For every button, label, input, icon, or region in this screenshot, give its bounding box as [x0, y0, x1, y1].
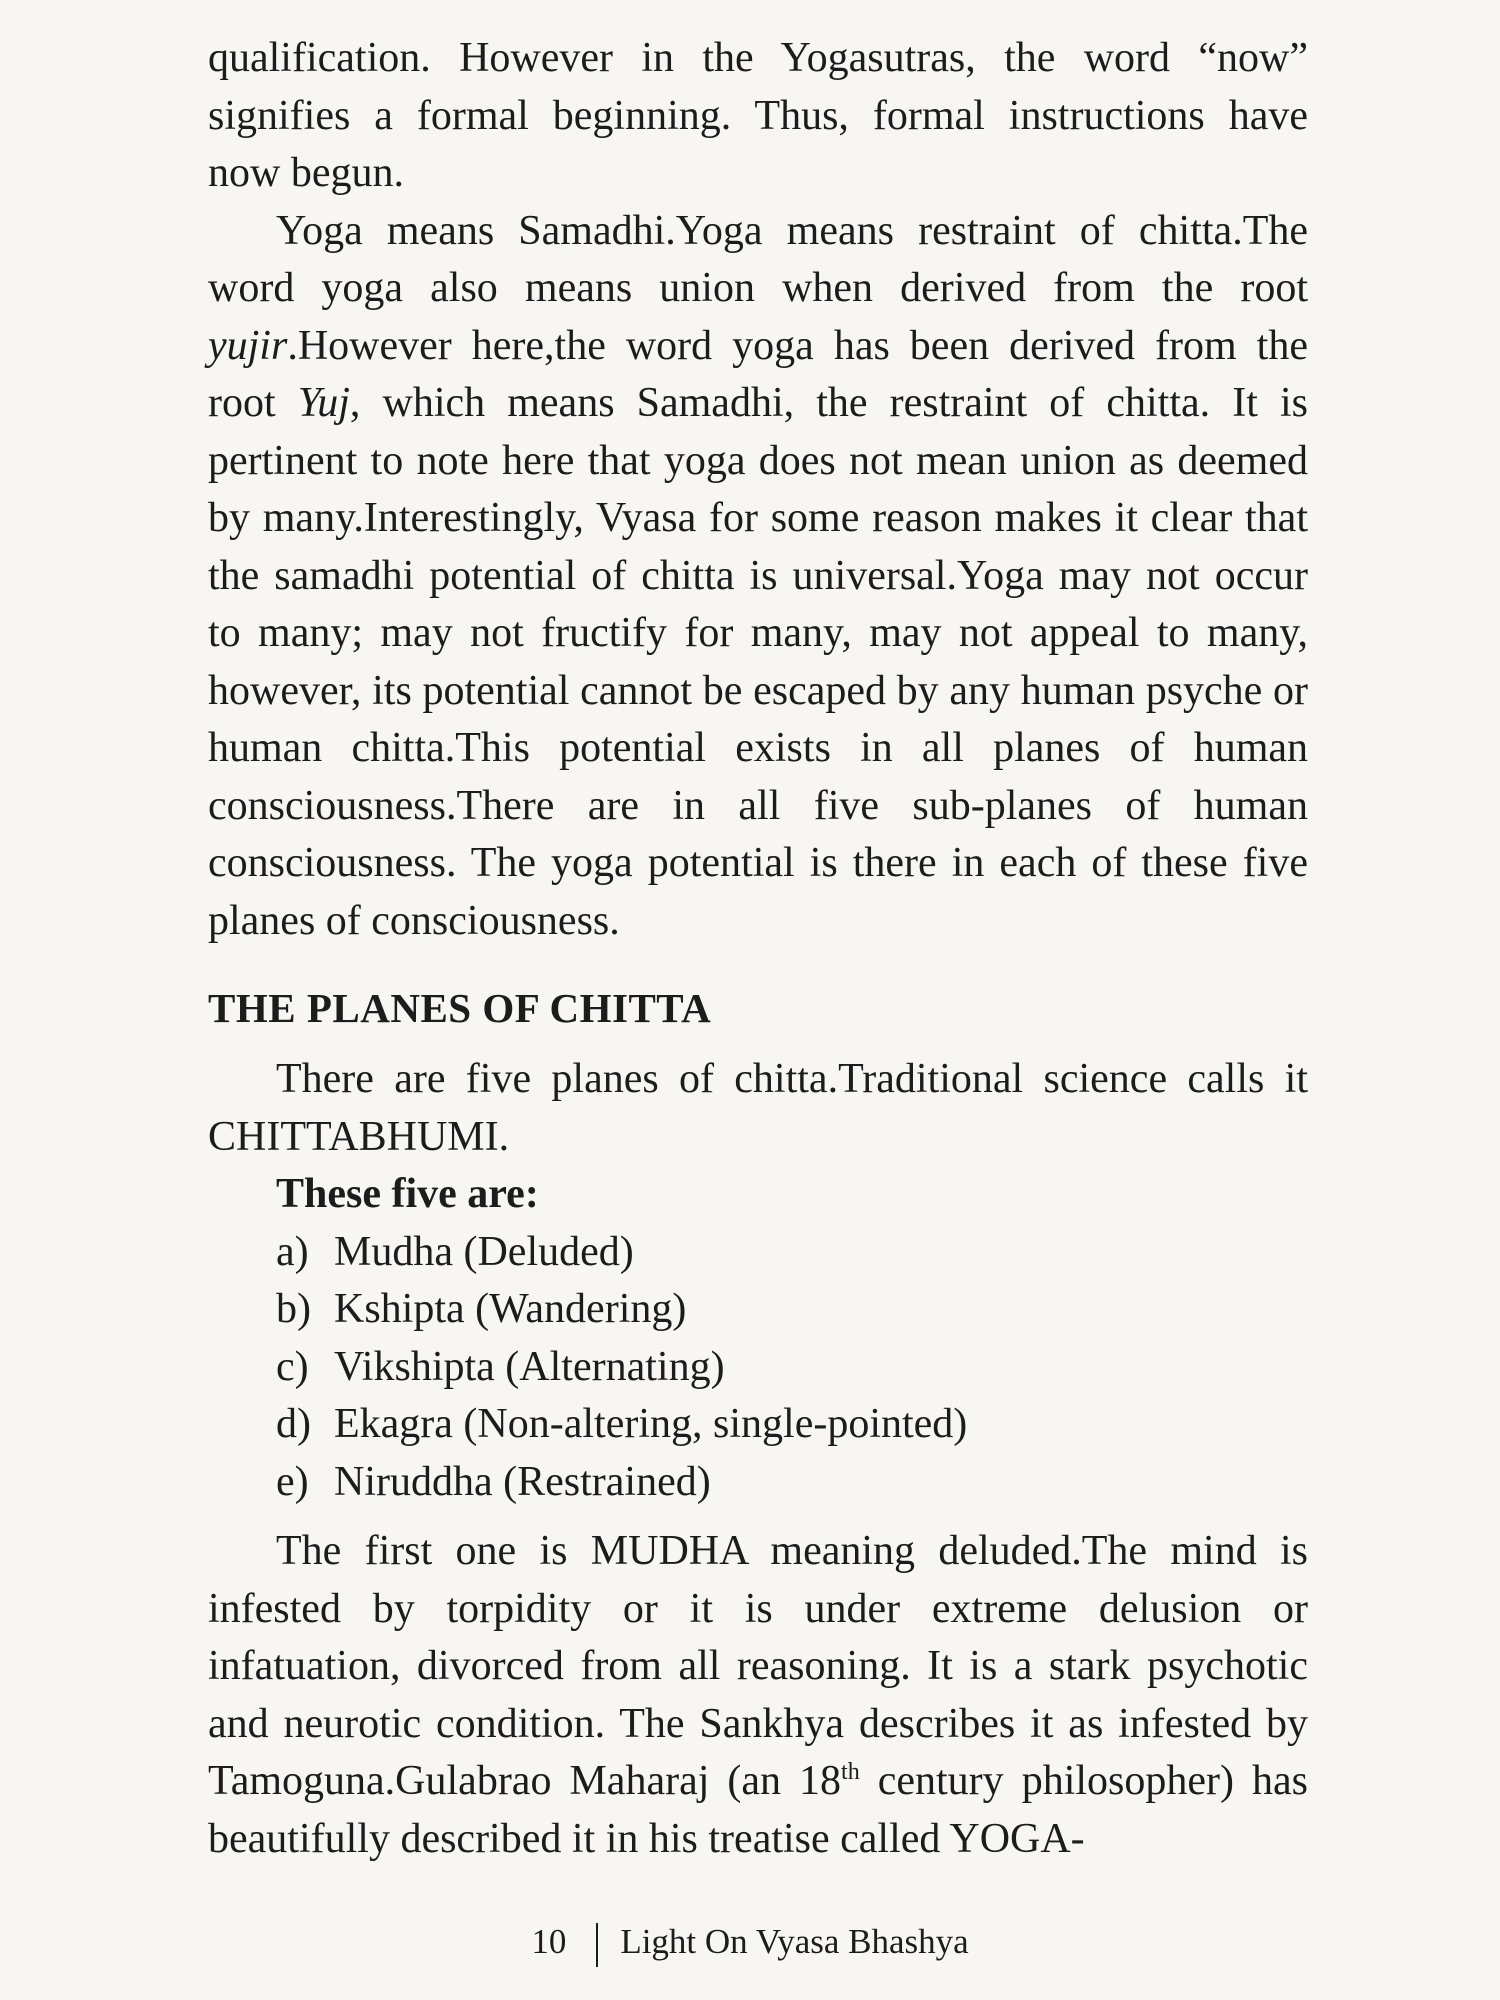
list-item-text: Vikshipta (Alternating)	[334, 1343, 725, 1390]
italic-term-yujir: yujir	[208, 322, 288, 369]
list-item-text: Kshipta (Wandering)	[334, 1286, 687, 1332]
text-segment: .However here,the word yoga has been derived from the root	[208, 322, 1308, 426]
text-line: now begun.	[208, 150, 404, 196]
text-segment: The first one is MUDHA meaning deluded.The mind is infested by torpidity or it is under extreme delusion or infatuation, divorced from all reasoning. It is a stark psychotic and neurotic condition. The Sankhya describes it as infested by Tamoguna.Gulabrao Maharaj (an 18	[208, 1528, 1308, 1804]
list-item-text: Mudha (Deluded)	[334, 1228, 634, 1275]
paragraph-mudha	[208, 1523, 1308, 1868]
page-footer	[0, 1920, 1500, 1967]
list-item	[276, 1454, 1308, 1512]
list-item	[276, 1339, 1308, 1397]
list-item-label: a)	[276, 1228, 309, 1275]
book-title: Light On Vyasa Bhashya	[620, 1922, 969, 1961]
paragraph-continuation	[208, 30, 1308, 203]
list-item-label: c)	[276, 1343, 309, 1390]
text-segment: Yoga means Samadhi.Yoga means restraint of chitta.The word yoga also means union when derived from the root	[208, 207, 1308, 311]
paragraph-yoga-meaning	[208, 203, 1308, 951]
text-segment: , which means Samadhi, the restraint of chitta. It is pertinent to note here that yoga does not mean union as deemed by many.Interestingly, Vyasa for some reason makes it clear that the samadhi potential of chitta is universal.Yoga may not occur to many; may not fructify for many, may not appeal to many, however, its potential cannot be escaped by any human psyche or human chitta.This potential exists in all planes of human consciousness.There are in all five sub-planes of human consciousness. The yoga potential is there in each of these five planes of consciousness.	[208, 380, 1309, 944]
text-line: signifies a formal beginning. Thus, formal instructions have	[208, 92, 1308, 139]
page-body	[208, 30, 1308, 1868]
planes-list	[208, 1166, 1308, 1511]
text-segment: century philosopher) has beautifully described it in his treatise called YOGA-	[208, 1758, 1308, 1862]
list-item	[276, 1396, 1308, 1454]
text-line: qualification. However in the Yogasutras, the word “now”	[208, 35, 1308, 81]
list-item	[276, 1281, 1308, 1339]
list-item-label: e)	[276, 1458, 309, 1505]
list-item	[276, 1224, 1308, 1282]
paragraph-planes-intro: There are five planes of chitta.Traditional science calls it CHITTABHUMI.	[208, 1056, 1308, 1160]
footer-divider	[596, 1923, 598, 1967]
list-item-text: Ekagra (Non-altering, single-pointed)	[334, 1401, 968, 1447]
list-item-label: b)	[276, 1286, 311, 1332]
section-heading: THE PLANES OF CHITTA	[208, 985, 712, 1031]
ordinal-suffix: th	[841, 1759, 860, 1785]
list-item-label: d)	[276, 1401, 311, 1447]
page-number: 10	[531, 1922, 567, 1961]
italic-term-yuj: Yuj	[297, 380, 350, 426]
list-heading: These five are:	[276, 1171, 539, 1217]
list-item-text: Niruddha (Restrained)	[334, 1458, 711, 1505]
